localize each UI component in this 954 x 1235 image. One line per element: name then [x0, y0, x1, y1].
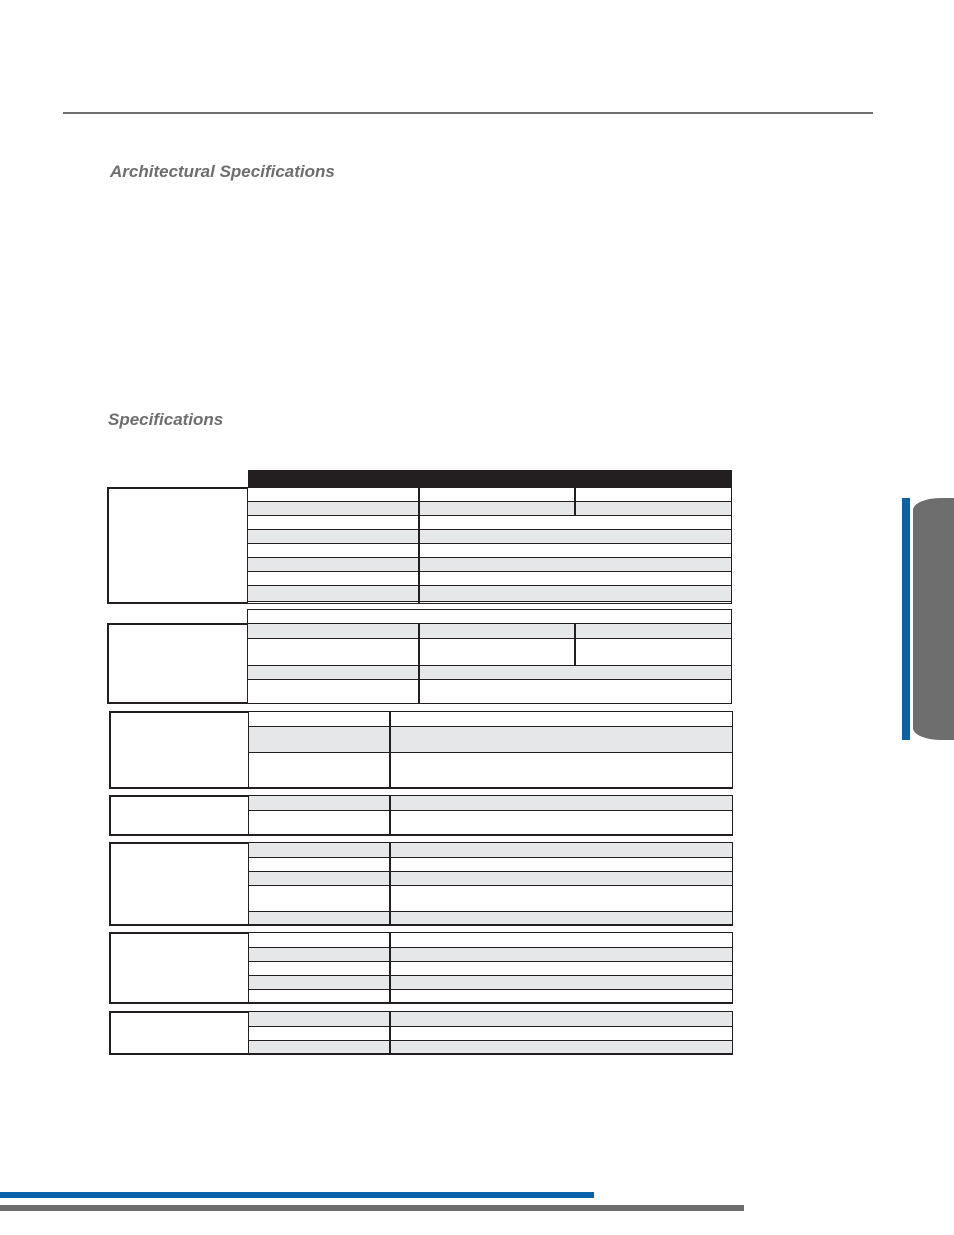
table-row [249, 811, 732, 835]
table-row [249, 727, 732, 753]
spec-group-label-5 [109, 842, 249, 926]
specifications-heading: Specifications [108, 410, 224, 429]
side-tab [913, 498, 954, 740]
column-divider [389, 712, 391, 788]
table-row [248, 572, 731, 586]
table-row [249, 872, 732, 886]
table-row [249, 962, 732, 976]
spec-group-rows-6 [248, 932, 733, 1004]
column-divider [574, 624, 576, 665]
table-row [249, 753, 732, 788]
table-row [248, 558, 731, 572]
table-row [248, 502, 731, 516]
table-row [249, 912, 732, 925]
architectural-specifications-heading: Architectural Specifications [110, 162, 335, 181]
footer-blue-bar [0, 1192, 594, 1198]
table-row [249, 712, 732, 727]
table-row [249, 1041, 732, 1054]
spec-group-rows-1 [247, 487, 732, 604]
spec-group-rows-2 [247, 623, 732, 704]
table-row [249, 1027, 732, 1041]
table-row [249, 990, 732, 1003]
spec-group-rows-3 [248, 711, 733, 789]
column-divider [389, 796, 391, 835]
top-rule [63, 112, 873, 114]
footer-grey-bar [0, 1205, 744, 1211]
column-divider [389, 1012, 391, 1054]
table-row [249, 843, 732, 858]
table-row [248, 488, 731, 502]
spec-group-label-1 [107, 487, 248, 604]
spec-group-rows-4 [248, 795, 733, 836]
table-row [249, 948, 732, 962]
table-row [248, 544, 731, 558]
table-row [248, 530, 731, 544]
column-divider [418, 488, 420, 603]
table-row [249, 933, 732, 948]
table-row [249, 796, 732, 811]
table-header-bar [248, 470, 732, 488]
spec-group-rows-7 [248, 1011, 733, 1055]
table-row [248, 624, 731, 639]
spec-group-label-6 [109, 932, 249, 1004]
table-row [248, 639, 731, 666]
table-row [248, 680, 731, 704]
table-row [248, 516, 731, 530]
table-row [249, 1012, 732, 1027]
column-divider [389, 933, 391, 1003]
side-tab-accent [902, 498, 910, 740]
table-row [248, 666, 731, 680]
spec-group-rows-5 [248, 842, 733, 926]
spec-group-label-4 [109, 795, 249, 836]
column-divider [574, 488, 576, 515]
table-row [249, 976, 732, 990]
spec-group-label-7 [109, 1011, 249, 1055]
table-row [249, 858, 732, 872]
spec-group-label-2 [107, 623, 248, 704]
table-row [249, 886, 732, 912]
column-divider [389, 843, 391, 925]
spec-group-label-3 [109, 711, 249, 789]
table-row [248, 586, 731, 602]
column-divider [418, 624, 420, 703]
